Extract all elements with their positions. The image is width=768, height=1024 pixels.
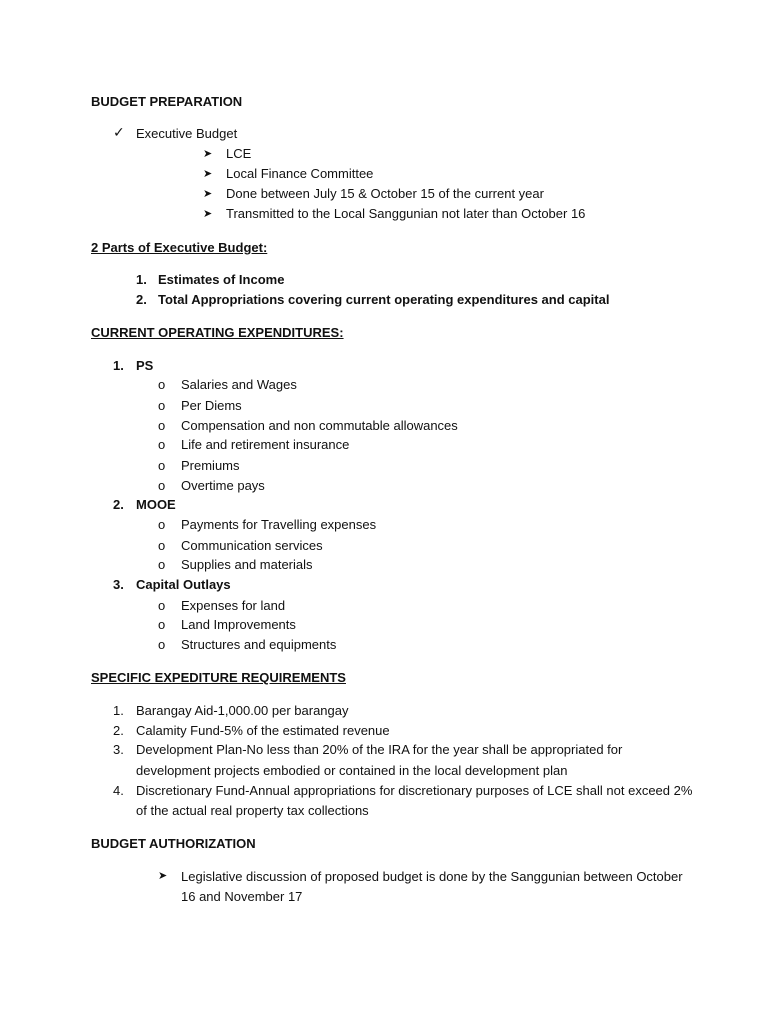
checkmark-icon: ✓ [113, 124, 125, 140]
group-label-capital-outlays: Capital Outlays [136, 577, 231, 592]
circle-bullet-icon: o [158, 617, 166, 632]
list-number: 4. [113, 783, 124, 798]
list-item: Estimates of Income [158, 272, 285, 287]
list-item: Expenses for land [181, 598, 286, 613]
heading-authorization: BUDGET AUTHORIZATION [91, 836, 256, 851]
heading-specific: SPECIFIC EXPEDITURE REQUIREMENTS [91, 670, 346, 685]
list-item: Premiums [181, 458, 240, 473]
circle-bullet-icon: o [158, 517, 166, 532]
group-label-mooe: MOOE [136, 497, 176, 512]
list-item: Per Diems [181, 398, 242, 413]
chevron-bullet-icon: ➤ [158, 870, 168, 882]
list-number: 2. [136, 292, 147, 307]
list-item-continuation: of the actual real property tax collections [136, 803, 369, 818]
chevron-bullet-icon: ➤ [203, 168, 213, 180]
list-item: Payments for Travelling expenses [181, 517, 377, 532]
list-item: Discretionary Fund-Annual appropriations for discretionary purposes of LCE shall not exceed 2% [136, 783, 693, 798]
list-number: 2. [113, 497, 124, 512]
chevron-bullet-icon: ➤ [203, 148, 213, 160]
list-item: LCE [226, 146, 252, 161]
circle-bullet-icon: o [158, 637, 166, 652]
list-number: 3. [113, 577, 124, 592]
list-item: Communication services [181, 538, 323, 553]
list-number: 1. [113, 358, 124, 373]
list-item: Land Improvements [181, 617, 296, 632]
heading-two-parts: 2 Parts of Executive Budget: [91, 240, 268, 255]
list-item: Local Finance Committee [226, 166, 374, 181]
list-item: Life and retirement insurance [181, 437, 350, 452]
list-item: Salaries and Wages [181, 377, 297, 392]
list-item: Structures and equipments [181, 637, 337, 652]
list-item-continuation: 16 and November 17 [181, 889, 303, 904]
list-number: 1. [113, 703, 124, 718]
list-item: Transmitted to the Local Sanggunian not later than October 16 [226, 206, 586, 221]
list-item: Barangay Aid-1,000.00 per barangay [136, 703, 349, 718]
executive-budget-label: Executive Budget [136, 126, 238, 141]
list-item: Calamity Fund-5% of the estimated revenue [136, 723, 390, 738]
circle-bullet-icon: o [158, 598, 166, 613]
list-item: Supplies and materials [181, 557, 313, 572]
list-item-continuation: development projects embodied or contained in the local development plan [136, 763, 568, 778]
list-item: Done between July 15 & October 15 of the current year [226, 186, 544, 201]
circle-bullet-icon: o [158, 478, 166, 493]
list-number: 2. [113, 723, 124, 738]
circle-bullet-icon: o [158, 377, 166, 392]
heading-current-operating: CURRENT OPERATING EXPENDITURES: [91, 325, 344, 340]
list-item: Legislative discussion of proposed budget is done by the Sanggunian between October [181, 869, 683, 884]
list-item: Development Plan-No less than 20% of the IRA for the year shall be appropriated for [136, 742, 623, 757]
list-item: Compensation and non commutable allowances [181, 418, 458, 433]
circle-bullet-icon: o [158, 557, 166, 572]
circle-bullet-icon: o [158, 437, 166, 452]
group-label-ps: PS [136, 358, 154, 373]
list-number: 1. [136, 272, 147, 287]
list-number: 3. [113, 742, 124, 757]
circle-bullet-icon: o [158, 398, 166, 413]
list-item: Total Appropriations covering current operating expenditures and capital [158, 292, 610, 307]
circle-bullet-icon: o [158, 458, 166, 473]
circle-bullet-icon: o [158, 418, 166, 433]
heading-budget-preparation: BUDGET PREPARATION [91, 94, 243, 109]
circle-bullet-icon: o [158, 538, 166, 553]
list-item: Overtime pays [181, 478, 265, 493]
chevron-bullet-icon: ➤ [203, 208, 213, 220]
chevron-bullet-icon: ➤ [203, 188, 213, 200]
